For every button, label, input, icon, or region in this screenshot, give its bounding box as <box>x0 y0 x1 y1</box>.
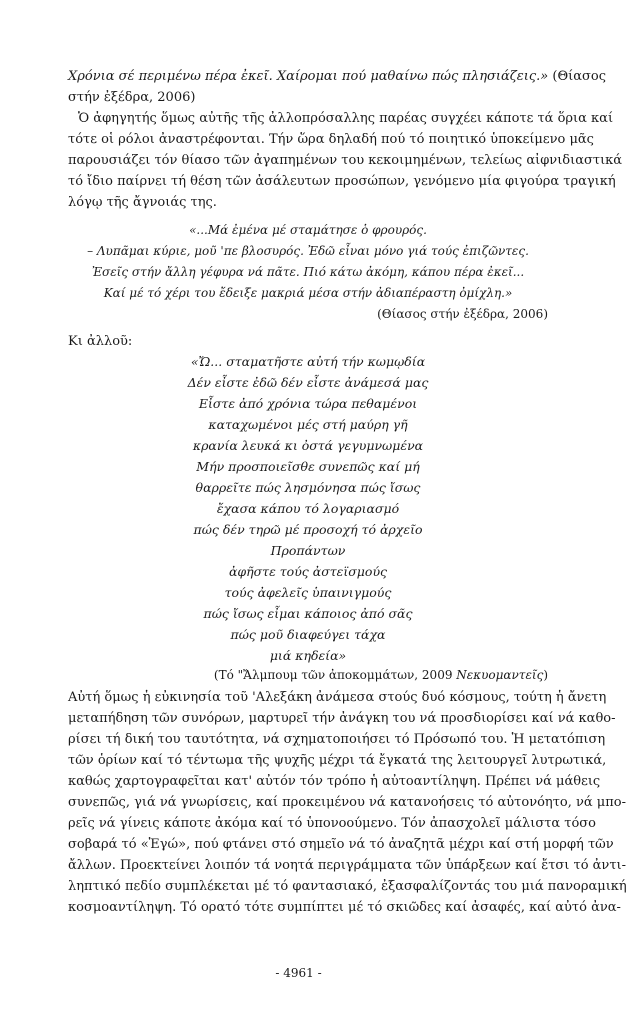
text-line: ἄλλων. Προεκτείνει λοιπόν τά νοητά περιγράμματα τῶν ὑπάρξεων καί ἔτσι τό ἀντι- <box>68 858 627 873</box>
text-line: ρεῖς νά γίνεις κάποτε ἀκόμα καί τό ὑπονοούμενο. Τόν ἀπασχολεῖ μάλιστα τόσο <box>68 816 597 831</box>
poem-line: θαρρεῖτε πώς λησμόνησα πώς ἴσως <box>195 480 421 495</box>
text-line: μεταπήδηση τῶν συνόρων, μαρτυρεῖ τήν ἀνάγκη του νά προσδιορίσει καί νά καθο- <box>68 711 616 726</box>
poem-line: Δέν εἶστε ἐδῶ δέν εἶστε ἀνάμεσά μας <box>187 375 429 390</box>
source-text: (Θίασος <box>548 69 606 84</box>
text-line: τῶν ὁρίων καί τό τέντωμα τῆς ψυχῆς μέχρι τά ἔγκατά της λειτουργεῖ λυτρωτικά, <box>68 753 607 768</box>
source-title: Νεκυομαντεῖς <box>456 668 544 682</box>
text-line: συνεπῶς, γιά νά γνωρίσεις, καί προκειμένου νά κατανοήσεις τό αὐτονόητο, νά μπο- <box>68 795 627 810</box>
paragraph-1 <box>68 66 623 213</box>
poem-line: κρανία λευκά κι ὀστά γεγυμνωμένα <box>192 438 424 453</box>
text-line: Κι ἀλλοῦ: <box>68 334 133 349</box>
poem-line: «Ὤ... σταματῆστε αὐτή τήν κωμῳδία <box>190 354 426 369</box>
text-line: Ὁ ἀφηγητής ὅμως αὐτῆς τῆς ἀλλοπρόσαλλης παρέας συγχέει κάποτε τά ὅρια καί <box>78 111 614 126</box>
quote-line: Ἐσεῖς στήν ἄλλη γέφυρα νά πᾶτε. Πιό κάτω ἀκόμη, κάπου πέρα ἐκεῖ... <box>91 265 525 279</box>
page-number: - 4961 - <box>275 966 322 980</box>
poem-source <box>68 665 548 686</box>
poem-line: Εἶστε ἀπό χρόνια τώρα πεθαμένοι <box>198 396 418 411</box>
text-line: ληπτικό πεδίο συμπλέκεται μέ τό φαντασιακό, ἐξασφαλίζοντάς του μιά πανοραμική <box>68 879 627 894</box>
block-quote <box>68 220 548 325</box>
poem-line: πώς μοῦ διαφεύγει τάχα <box>230 627 386 642</box>
poem-line: μιά κηδεία» <box>269 648 347 663</box>
text-line: λόγῳ τῆς ἄγνοιάς της. <box>68 195 217 210</box>
poem-line: καταχωμένοι μές στή μαύρη γῆ <box>208 417 408 432</box>
poem-line: Μήν προσποιεῖσθε συνεπῶς καί μή <box>196 459 420 474</box>
poem <box>68 351 548 666</box>
text-line: σοβαρά τό «Ἐγώ», πού φτάνει στό σημεῖο νά τό ἀναζητᾶ μέχρι καί στή μορφή τῶν <box>68 837 614 852</box>
text-line: ρίσει τή δική του ταυτότητα, νά σχηματοποιήσει τό Πρόσωπό του. Ἡ μετατόπιση <box>68 732 606 747</box>
poem-line: Προπάντων <box>270 543 346 558</box>
text-line: Αὐτή ὅμως ἡ εὐκινησία τοῦ 'Αλεξάκη ἀνάμεσα στούς δυό κόσμους, τούτη ἡ ἄνετη <box>68 690 607 705</box>
text-line: παρουσιάζει τόν θίασο τῶν ἀγαπημένων του κεκοιμημένων, τελείως αἰφνιδιαστικά <box>68 153 623 168</box>
text-line <box>68 66 606 87</box>
quote-source: (Θίασος στήν ἐξέδρα, 2006) <box>377 307 548 321</box>
poem-line: ἀφῆστε τούς ἀστεϊσμούς <box>228 564 388 579</box>
text-line: καθώς χαρτογραφεῖται κατ' αὐτόν τόν τρόπο ἡ αὐτοαντίληψη. Πρέπει νά μάθεις <box>68 774 601 789</box>
source-line <box>68 665 548 686</box>
poem-line: πώς δέν τηρῶ μέ προσοχή τό ἀρχεῖο <box>193 522 423 537</box>
quote-line: – Λυπᾶμαι κύριε, μοῦ 'πε βλοσυρός. Ἐδῶ εἶναι μόνο γιά τούς ἐπιζῶντες. <box>87 244 529 258</box>
poem-line: τούς ἀφελεῖς ὑπαινιγμούς <box>224 585 392 600</box>
text-line: στήν ἐξέδρα, 2006) <box>68 90 196 105</box>
paragraph-2 <box>68 687 627 918</box>
poem-line: ἔχασα κάπου τό λογαριασμό <box>216 501 400 516</box>
text-line: τό ἴδιο παίρνει τή θέση τῶν ἀσάλευτων προσώπων, γενόμενο μία φιγούρα τραγική <box>68 174 616 189</box>
source-suffix: ) <box>543 668 548 682</box>
quote-line: «...Μά ἐμένα μέ σταμάτησε ὁ φρουρός. <box>189 223 427 237</box>
source-prefix: (Τό "Ἄλμπουμ τῶν ἀποκομμάτων, 2009 <box>213 668 457 682</box>
quote-line: Καί μέ τό χέρι του ἔδειξε μακριά μέσα στήν ἀδιαπέραστη ὀμίχλη.» <box>103 286 513 300</box>
quoted-text: Χρόνια σέ περιμένω πέρα ἐκεῖ. Χαίρομαι πού μαθαίνω πώς πλησιάζεις.» <box>68 69 549 84</box>
text-line: τότε οἱ ρόλοι ἀναστρέφονται. Τήν ὥρα δηλαδή πού τό ποιητικό ὑποκείμενο μᾶς <box>68 132 594 147</box>
intro-line <box>68 331 548 352</box>
text-line: κοσμοαντίληψη. Τό ορατό τότε συμπίπτει μέ τό σκιῶδες καί ἀσαφές, καί αὐτό ἀνα- <box>68 900 621 915</box>
poem-line: πώς ἴσως εἶμαι κάποιος ἀπό σᾶς <box>203 606 413 621</box>
